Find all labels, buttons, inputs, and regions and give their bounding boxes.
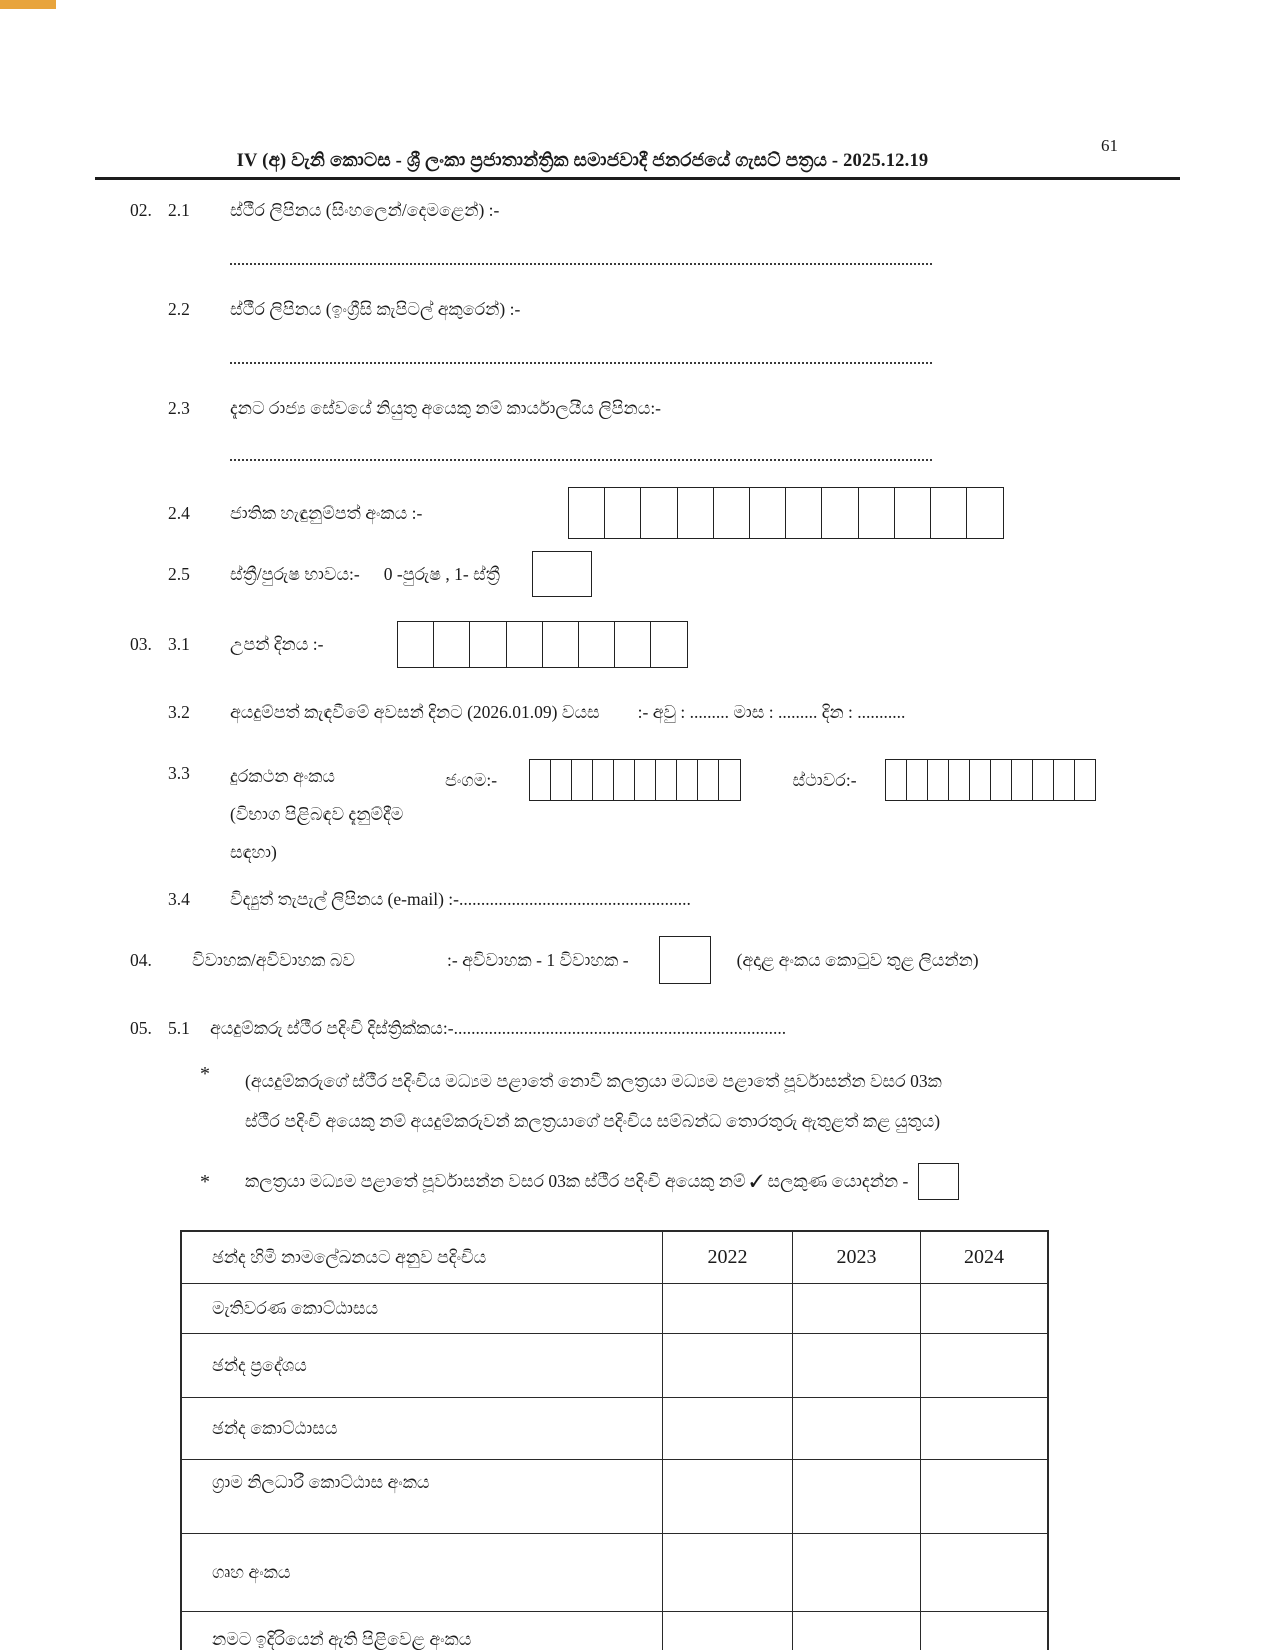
tick-instruction-text: කලත්‍රයා මධ්‍යම පළාතේ පූර්වාසන්න වසර 03ක ස්ථීර පදිංචි අයෙකු නම් ✓ සලකුණ යොදන්න - <box>245 1171 909 1191</box>
asterisk: * <box>200 1063 210 1085</box>
field-label-nic-number: ජාතික හැඳුනුම්පත් අංකය :- <box>230 502 423 523</box>
field-label-permanent-address-english: ස්ථීර ලිපිනය (ඉංග්‍රීසි කැපිටල් අකුරෙන්) :- <box>230 299 521 319</box>
landline-phone-group <box>793 759 1097 801</box>
input-box-cell[interactable] <box>713 487 751 539</box>
table-row-polling-division: ඡන්ද කොට්ඨාසය <box>181 1397 1048 1459</box>
sub-number: 3.1 <box>168 634 190 654</box>
input-box-cell[interactable] <box>718 759 741 801</box>
input-box-cell[interactable] <box>604 487 642 539</box>
input-box-cell[interactable] <box>1074 759 1097 801</box>
gazette-title: IV (අ) වැනි කොටස - ශ්‍රී ලංකා ප්‍රජාතාන්ත්‍රික සමාජවාදී ජනරජයේ ගැසට් පත්‍රය - 2025.12.19 <box>236 151 929 171</box>
item-number: 03. <box>130 634 152 654</box>
table-row-house-number: ගෘහ අංකය <box>181 1533 1048 1611</box>
table-cell-empty[interactable] <box>921 1611 1049 1650</box>
input-box-cell[interactable] <box>906 759 929 801</box>
input-box-cell[interactable] <box>578 621 616 668</box>
input-box-cell[interactable] <box>894 487 932 539</box>
input-box-cell[interactable] <box>677 487 715 539</box>
table-header-2022: 2022 <box>663 1231 793 1283</box>
input-box-cell[interactable] <box>650 621 688 668</box>
item-3-3 <box>95 757 1180 871</box>
input-box-cell[interactable] <box>930 487 968 539</box>
table-header-2024: 2024 <box>921 1231 1049 1283</box>
input-box-cell[interactable] <box>529 759 552 801</box>
input-box-cell[interactable] <box>1032 759 1055 801</box>
item-2-1 <box>95 200 1180 221</box>
input-box-cell[interactable] <box>469 621 507 668</box>
field-label-age-at-closing-date: අයදුම්පත් කැඳවීමේ අවසන් දිනට (2026.01.09) වයස <box>230 702 600 722</box>
input-box-cell[interactable] <box>948 759 971 801</box>
field-label-gender: ස්ත්‍රී/පුරුෂ භාවය:- <box>230 563 360 584</box>
input-box-cell[interactable] <box>966 487 1004 539</box>
input-box-cell[interactable] <box>592 759 615 801</box>
table-cell-empty[interactable] <box>921 1333 1049 1397</box>
table-cell-empty[interactable] <box>663 1283 793 1333</box>
marital-note-text: (අදාළ අංකය කොටුව තුළ ලියන්න) <box>736 949 979 970</box>
table-cell-empty[interactable] <box>793 1611 921 1650</box>
sub-number: 3.2 <box>168 702 190 722</box>
table-cell-empty[interactable] <box>793 1533 921 1611</box>
table-row-electoral-district: මැතිවරණ කොට්ඨාසය <box>181 1283 1048 1333</box>
input-box-cell[interactable] <box>568 487 606 539</box>
spouse-tick-input-box[interactable] <box>918 1163 959 1200</box>
birth-date-boxes[interactable] <box>397 621 688 668</box>
answer-line-address-sinhala[interactable] <box>230 251 932 265</box>
field-label-office-address: දැනට රාජ්‍ය සේවයේ නියුතු අයෙකු නම් කාර්යාලයීය ලිපිනය:- <box>230 398 662 418</box>
sub-number: 3.4 <box>168 889 190 909</box>
spouse-note-text: (අයදුම්කරුගේ ස්ථීර පදිංචිය මධ්‍යම පළාතේ නොවී කලත්‍රයා මධ්‍යම පළාතේ පූර්වාසන්න වසර 03ක ස්ථීර පදිංචි අයෙකු නම් අයදුම්කරුවන් කලත්‍රයාගේ පදිංචිය සම්බන්ධ තොරතුරු ඇතුළත් කළ යුතුය) <box>245 1071 942 1131</box>
spouse-residence-note <box>200 1061 1180 1141</box>
item-04 <box>95 936 1180 984</box>
sub-number: 5.1 <box>168 1018 190 1038</box>
nic-number-boxes[interactable] <box>568 487 1004 539</box>
input-box-cell[interactable] <box>749 487 787 539</box>
asterisk: * <box>200 1171 210 1193</box>
field-label-telephone: දුරකථන අංකය (විභාග පිළිබඳව දැනුම්දීම සඳහා) <box>230 766 404 862</box>
residence-table <box>180 1230 1049 1650</box>
table-cell-empty[interactable] <box>921 1533 1049 1611</box>
input-box-cell[interactable] <box>542 621 580 668</box>
input-box-cell[interactable] <box>506 621 544 668</box>
mobile-phone-group <box>445 759 741 801</box>
sub-number: 2.5 <box>168 563 190 584</box>
sub-number: 2.1 <box>168 200 190 220</box>
input-box-cell[interactable] <box>634 759 657 801</box>
input-box-cell[interactable] <box>614 621 652 668</box>
input-box-cell[interactable] <box>990 759 1013 801</box>
input-box-cell[interactable] <box>858 487 896 539</box>
input-box-cell[interactable] <box>613 759 636 801</box>
page-header <box>95 136 1180 180</box>
item-3-1 <box>95 621 1180 668</box>
input-box-cell[interactable] <box>885 759 908 801</box>
marital-status-input-box[interactable] <box>659 936 711 984</box>
input-box-cell[interactable] <box>655 759 678 801</box>
mobile-number-boxes[interactable] <box>529 759 741 801</box>
item-3-2 <box>95 702 1180 723</box>
header-divider <box>95 177 1180 180</box>
field-label-birth-date: උපන් දිනය :- <box>230 634 324 654</box>
input-box-cell[interactable] <box>785 487 823 539</box>
spouse-tick-note <box>200 1163 1180 1200</box>
sub-number: 2.4 <box>168 502 190 523</box>
page-number: 61 <box>1101 136 1118 155</box>
item-2-5 <box>95 551 1180 597</box>
field-label-permanent-district[interactable]: අයදුම්කරු ස්ථීර පදිංචි දිස්ත්‍රික්කය:-............................................................................ <box>210 1018 787 1038</box>
table-row-grama-niladhari-number: ග්‍රාම නිලධාරී කොට්ඨාස අංකය <box>181 1459 1048 1533</box>
table-cell-empty[interactable] <box>663 1459 793 1533</box>
input-box-cell[interactable] <box>397 621 435 668</box>
table-cell-empty[interactable] <box>793 1333 921 1397</box>
table-cell-empty[interactable] <box>793 1459 921 1533</box>
table-cell-empty[interactable] <box>921 1459 1049 1533</box>
table-cell-empty[interactable] <box>921 1283 1049 1333</box>
scan-artifact <box>0 0 56 9</box>
input-box-cell[interactable] <box>1011 759 1034 801</box>
field-label-permanent-address-sinhala: ස්ථීර ලිපිනය (සිංහලෙන්/දෙමළෙන්) :- <box>230 200 500 220</box>
gender-input-box[interactable] <box>532 551 592 597</box>
item-5-1 <box>95 1018 1180 1039</box>
table-cell-empty[interactable] <box>793 1283 921 1333</box>
input-box-cell[interactable] <box>927 759 950 801</box>
item-3-4 <box>95 889 1180 910</box>
item-2-2 <box>95 299 1180 320</box>
table-cell-empty[interactable] <box>663 1397 793 1459</box>
age-fill-in-text[interactable]: :- අවු : ......... මාස : ......... දින : ........... <box>637 702 906 722</box>
table-cell-empty[interactable] <box>663 1533 793 1611</box>
table-row-polling-area: ඡන්ද ප්‍රදේශය <box>181 1333 1048 1397</box>
answer-line-office-address[interactable] <box>230 447 932 461</box>
mobile-label: ජංගම:- <box>445 769 498 790</box>
table-header-row <box>181 1231 1048 1283</box>
field-label-marital-status: විවාහක/අවිවාහක බව <box>192 949 355 970</box>
sub-number: 2.3 <box>168 398 190 418</box>
input-box-cell[interactable] <box>433 621 471 668</box>
table-cell-empty[interactable] <box>921 1397 1049 1459</box>
table-header-2023: 2023 <box>793 1231 921 1283</box>
landline-number-boxes[interactable] <box>885 759 1097 801</box>
table-cell-empty[interactable] <box>793 1397 921 1459</box>
answer-line-address-english[interactable] <box>230 350 932 364</box>
input-box-cell[interactable] <box>571 759 594 801</box>
gender-options-text: 0 -පුරුෂ , 1- ස්ත්‍රී <box>383 563 500 584</box>
item-number: 05. <box>130 1018 152 1038</box>
table-cell-empty[interactable] <box>663 1611 793 1650</box>
input-box-cell[interactable] <box>697 759 720 801</box>
table-cell-empty[interactable] <box>663 1333 793 1397</box>
sub-number: 2.2 <box>168 299 190 319</box>
table-header-label: ඡන්ද හිමි නාමලේඛනයට අනුව පදිංචිය <box>181 1231 663 1283</box>
item-2-4 <box>95 487 1180 539</box>
input-box-cell[interactable] <box>821 487 859 539</box>
input-box-cell[interactable] <box>550 759 573 801</box>
field-label-email[interactable]: විද්‍යුත් තැපැල් ලිපිනය (e-mail) :-..................................................... <box>230 889 691 909</box>
item-2-3 <box>95 398 1180 419</box>
sub-number: 3.3 <box>168 763 190 783</box>
input-box-cell[interactable] <box>640 487 678 539</box>
input-box-cell[interactable] <box>969 759 992 801</box>
input-box-cell[interactable] <box>1053 759 1076 801</box>
item-number: 04. <box>130 949 152 970</box>
item-number: 02. <box>130 200 152 220</box>
table-row-serial-number-before-name: නමට ඉදිරියෙන් ඇති පිළිවෙළ අංකය <box>181 1611 1048 1650</box>
landline-label: ස්ථාවර:- <box>792 769 857 790</box>
marital-options-text: :- අවිවාහක - 1 විවාහක - <box>447 949 629 970</box>
input-box-cell[interactable] <box>676 759 699 801</box>
